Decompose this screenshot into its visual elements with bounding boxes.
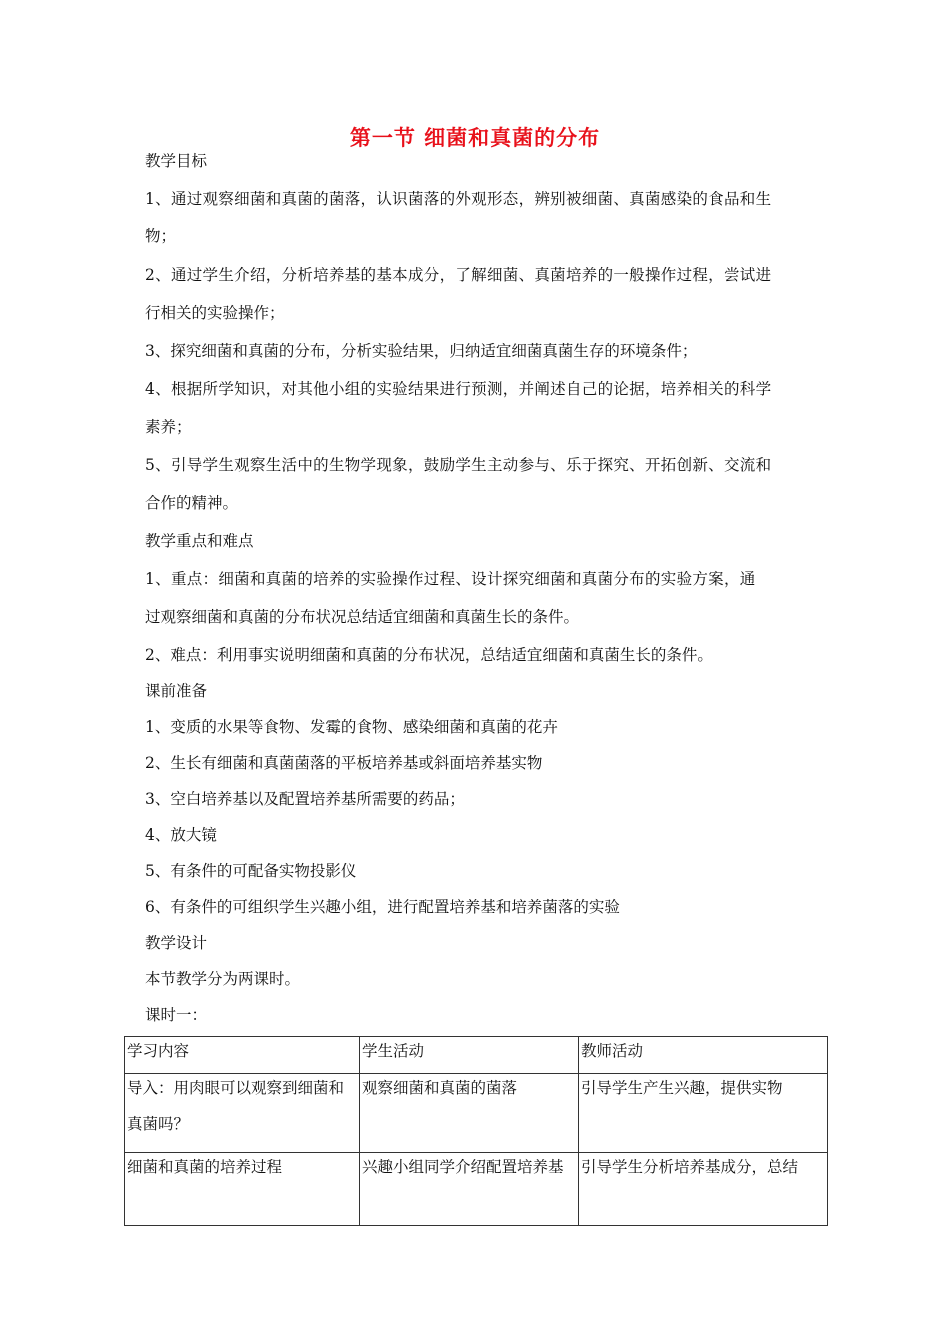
header-student: 学生活动 <box>360 1037 579 1074</box>
table-cell-teacher: 引导学生产生兴趣，提供实物 <box>579 1074 828 1153</box>
header-content: 学习内容 <box>125 1037 360 1074</box>
goal-3: 3、探究细菌和真菌的分布，分析实验结果，归纳适宜细菌真菌生存的环境条件； <box>145 342 698 360</box>
prep-item-6: 6、有条件的可组织学生兴趣小组，进行配置培养基和培养菌落的实验 <box>145 898 620 916</box>
keypoint-2: 2、难点：利用事实说明细菌和真菌的分布状况，总结适宜细菌和真菌生长的条件。 <box>145 646 713 664</box>
goal-1-line-1: 1、通过观察细菌和真菌的菌落，认识菌落的外观形态，辨别被细菌、真菌感染的食品和生 <box>145 190 772 208</box>
table-row <box>125 1153 828 1226</box>
prep-item-2: 2、生长有细菌和真菌菌落的平板培养基或斜面培养基实物 <box>145 754 543 772</box>
goal-2-line-2: 行相关的实验操作； <box>145 304 285 322</box>
keypoint-1-line-1: 1、重点：细菌和真菌的培养的实验操作过程、设计探究细菌和真菌分布的实验方案，通 <box>145 570 756 588</box>
table-row <box>125 1074 828 1153</box>
table-cell-teacher: 引导学生分析培养基成分，总结 <box>579 1153 828 1226</box>
prep-item-5: 5、有条件的可配备实物投影仪 <box>145 862 357 880</box>
page-title: 第一节 细菌和真菌的分布 <box>349 126 601 150</box>
lesson-plan-table <box>124 1036 828 1226</box>
table-cell-student: 兴趣小组同学介绍配置培养基 <box>360 1153 579 1226</box>
design-heading: 教学设计 <box>145 934 208 952</box>
prep-item-3: 3、空白培养基以及配置培养基所需要的药品； <box>145 790 465 808</box>
prep-item-4: 4、放大镜 <box>145 826 217 844</box>
table-cell-content: 细菌和真菌的培养过程 <box>125 1153 360 1226</box>
design-intro: 本节教学分为两课时。 <box>145 970 301 988</box>
lesson-label: 课时一： <box>145 1006 208 1024</box>
prep-heading: 课前准备 <box>145 682 208 700</box>
cell-text-line-1: 导入：用肉眼可以观察到细菌和 <box>127 1079 345 1097</box>
keypoints-heading: 教学重点和难点 <box>145 532 254 550</box>
table-cell-content <box>125 1074 360 1153</box>
header-teacher: 教师活动 <box>579 1037 828 1074</box>
goal-2-line-1: 2、通过学生介绍，分析培养基的基本成分，了解细菌、真菌培养的一般操作过程，尝试进 <box>145 266 772 284</box>
prep-item-1: 1、变质的水果等食物、发霉的食物、感染细菌和真菌的花卉 <box>145 718 558 736</box>
goal-1-line-2: 物； <box>145 227 177 245</box>
goal-5-line-1: 5、引导学生观察生活中的生物学现象，鼓励学生主动参与、乐于探究、开拓创新、交流和 <box>145 456 772 474</box>
cell-text-line-2: 真菌吗？ <box>127 1115 190 1133</box>
goal-4-line-2: 素养； <box>145 418 192 436</box>
keypoint-1-line-2: 过观察细菌和真菌的分布状况总结适宜细菌和真菌生长的条件。 <box>145 608 580 626</box>
goal-5-line-2: 合作的精神。 <box>145 494 239 512</box>
goal-4-line-1: 4、根据所学知识，对其他小组的实验结果进行预测，并阐述自己的论据，培养相关的科学 <box>145 380 772 398</box>
goals-heading: 教学目标 <box>145 152 208 170</box>
table-cell-student: 观察细菌和真菌的菌落 <box>360 1074 579 1153</box>
table-header-row <box>125 1037 828 1074</box>
